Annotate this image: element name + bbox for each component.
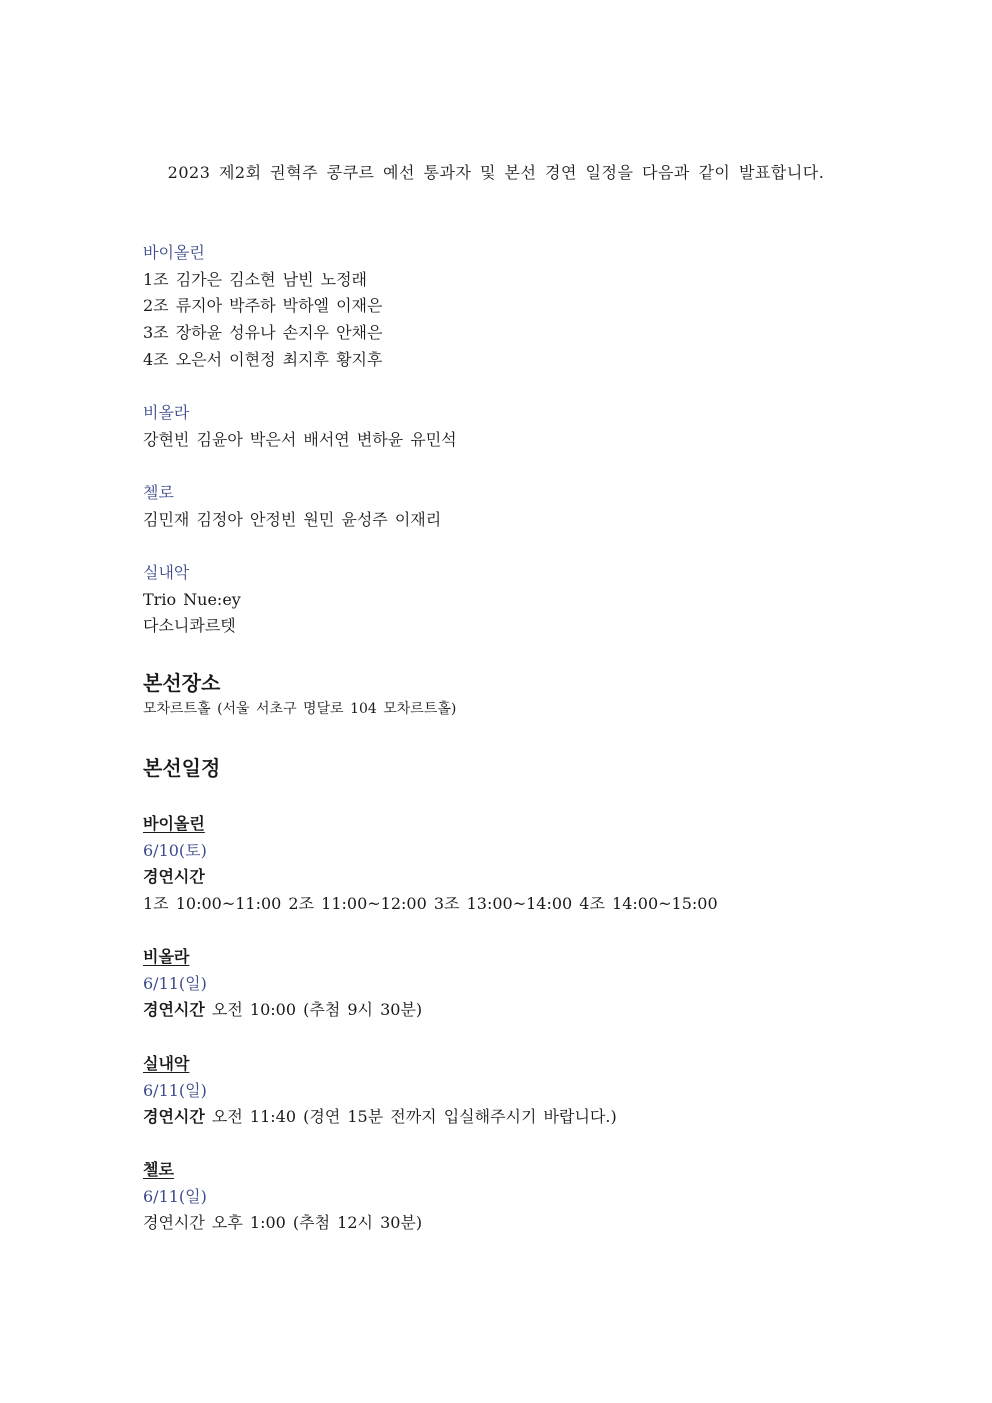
viola-heading: 비올라 [143,403,190,422]
violin-time-label: 경연시간 [143,867,205,887]
viola-schedule-date: 6/11(일) [143,973,207,993]
chamber-schedule-title: 실내악 [143,1054,190,1073]
violin-times: 1조 10:00~11:00 2조 11:00~12:00 3조 13:00~14:00 4조 14:00~15:00 [143,894,718,914]
cello-heading: 첼로 [143,483,174,502]
chamber-team-2: 다소니콰르텟 [143,616,236,636]
announcement-intro: 2023 제2회 권혁주 콩쿠르 예선 통과자 및 본선 경연 일정을 다음과 같이 발표합니다. [167,163,825,182]
violin-heading: 바이올린 [143,243,205,262]
viola-names: 강현빈 김윤아 박은서 배서연 변하윤 유민석 [143,429,457,449]
violin-group-4: 4조 오은서 이현정 최지후 황지후 [143,349,383,369]
cello-time-line: 경연시간 오후 1:00 (추첨 12시 30분) [143,1213,423,1233]
violin-results [143,240,382,374]
violin-schedule [143,811,718,918]
violin-group-1: 1조 김가은 김소현 남빈 노정래 [143,269,367,289]
schedule-heading: 본선일정 [143,756,221,780]
cello-schedule [143,1157,422,1237]
viola-schedule [143,944,422,1024]
venue-section [143,668,456,720]
cello-schedule-title: 첼로 [143,1160,174,1179]
cello-names: 김민재 김정아 안정빈 원민 윤성주 이재리 [143,509,442,529]
violin-schedule-title: 바이올린 [143,814,205,833]
chamber-schedule-date: 6/11(일) [143,1080,207,1100]
chamber-heading: 실내악 [143,563,190,582]
schedule-section [143,753,220,783]
violin-group-2: 2조 류지아 박주하 박하엘 이재은 [143,296,383,316]
chamber-time-label: 경연시간 [143,1107,205,1127]
venue-heading: 본선장소 [143,671,221,695]
viola-results [143,400,457,453]
viola-time-label: 경연시간 [143,1000,205,1020]
venue-text: 모차르트홀 (서울 서초구 명달로 104 모차르트홀) [143,701,457,717]
violin-group-3: 3조 장하윤 성유나 손지우 안채은 [143,323,383,343]
chamber-team-1: Trio Nue:ey [143,589,241,609]
chamber-results [143,560,241,640]
viola-time: 오전 10:00 (추첨 9시 30분) [211,1000,423,1020]
viola-schedule-title: 비올라 [143,947,190,966]
cello-schedule-date: 6/11(일) [143,1186,207,1206]
chamber-time: 오전 11:40 (경연 15분 전까지 입실해주시기 바랍니다.) [211,1107,617,1127]
cello-results [143,480,441,533]
violin-schedule-date: 6/10(토) [143,840,207,860]
chamber-schedule [143,1051,617,1131]
